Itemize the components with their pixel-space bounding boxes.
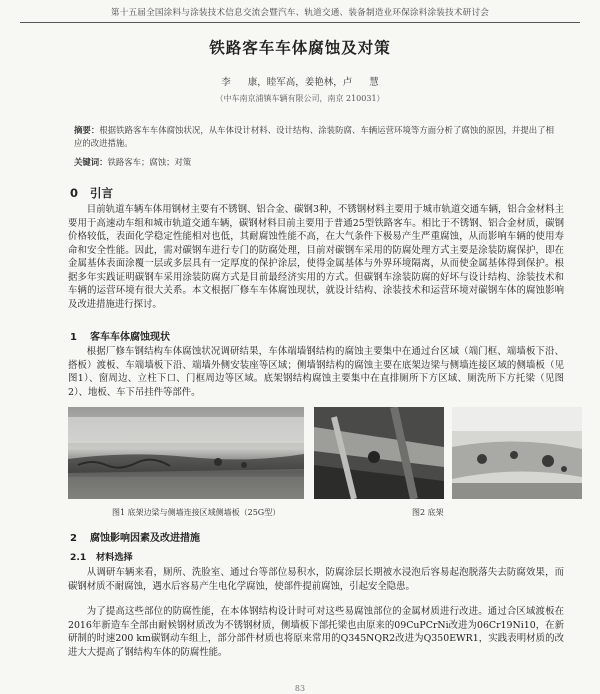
keywords-label: 关键词： [74,157,108,167]
author-list: 李 康，睦军高，姜艳林，卢 慧 [221,77,379,88]
figure-row [68,407,582,499]
section-number: 1 [70,332,77,343]
section-title: 腐蚀影响因素及改进措施 [90,533,200,544]
materials-paragraph-2: 为了提高这些部位的防腐性能，在本体钢结构设计时可对这些易腐蚀部位的金属材质进行改进。通过合区域渡板在2016年新造车全部由耐候钢材质改为不锈钢材质，侧墙板下部托梁也由原来的09CuPCrNi改进为06Cr19Ni10，在新研制的时速200 km碳钢动车组上，部分部件材质也将原来常用的Q345NQR2改进为Q350EWR1，实践表明材质的改进大大提高了钢结构车体的防腐性能。 [68,606,564,658]
underframe-corrosion-photo-2 [452,407,582,499]
keywords [74,156,554,168]
abstract-text: 根据铁路客车车体腐蚀状况，从车体设计材料、设计结构、涂装防腐、车辆运营环境等方面分析了腐蚀的原因，并提出了相应的改进措施。 [74,125,554,148]
section-heading-intro [70,185,113,201]
subsection-number: 2.1 [70,552,87,563]
figure-2-caption: 图2 底架 [412,508,444,517]
status-paragraph: 根据厂修车钢结构车体腐蚀状况调研结果，车体端墙钢结构的腐蚀主要集中在通过台区域（端门框、端墙板下沿、搭板）渡板、车端墙板下沿、端墙外侧安装座等区域；侧墙钢结构的腐蚀主要在底架边梁与侧墙连接区域的侧墙板（见图1）、窗周边、立柱下口、门框周边等区域。底架钢结构腐蚀主要集中在直排厕所下方区域、厕洗所下方托梁（见图2）、地板、车下吊挂件等部件。 [68,346,564,398]
affiliation: （中车南京浦镇车辆有限公司，南京 210031） [215,94,385,103]
section-heading-status [70,328,170,343]
subsection-title: 材料选择 [96,552,133,563]
running-head: 第十五届全国涂料与涂装技术信息交流会暨汽车、轨道交通、装备制造业环保涂料涂装技术研讨会 [110,8,490,18]
subsection-heading-materials [70,549,133,563]
section-number: 2 [70,533,77,544]
intro-paragraph: 目前轨道车辆车体用钢材主要有不锈钢、铝合金、碳钢3种，不锈钢材料主要用于城市轨道交通车辆，铝合金材料主要用于高速动车组和城市轨道交通车辆，碳钢材料目前主要用于普通25型铁路客车。相比于不锈钢、铝合金材质，碳钢价格较低，表面化学稳定性能相对也低，其耐腐蚀性能不高，在大气条件下极易产生严重腐蚀，从而影响车辆的使用寿命和安全性能。因此，需对碳钢车进行专门的防腐处理，目前对碳钢车采用的防腐处理方式主要是涂装防腐保护，即在金属基体表面涂覆一层或多层具有一定厚度的保护涂层，使得金属基体与外界环境隔离，从而使金属基体得到保护。根据多年实践证明碳钢车采用涂装防腐方式是目前最经济实用的方式。但碳钢车涂装防腐的好坏与设计结构、涂装技术和车辆的运营环境有很大关系。本文根据厂修车车体腐蚀现状，就设计结构、涂装技术和运营环境对碳钢车体的腐蚀影响及改进措施进行探讨。 [68,204,564,310]
underframe-corrosion-photo-1 [314,407,444,499]
page-number: 83 [294,684,306,693]
materials-paragraph-1: 从调研车辆来看，厕所、洗脸室、通过台等部位易积水，防腐涂层长期被水浸泡后容易起泡脱落失去防腐效果，而碳钢材质不耐腐蚀，遇水后容易产生电化学腐蚀，使部件提前腐蚀，引起安全隐患。 [68,567,564,592]
abstract-label: 摘要： [74,125,100,135]
section-title: 客车车体腐蚀现状 [90,332,170,343]
section-number: 0 [70,186,79,200]
paper-title: 铁路客车车体腐蚀及对策 [209,39,391,57]
figure-1-caption: 图1 底架边梁与侧墙连接区域侧墙板（25G型） [112,508,281,517]
keywords-text: 铁路客车；腐蚀；对策 [107,157,192,167]
section-title: 引言 [90,186,113,200]
abstract [74,124,554,150]
side-wall-corrosion-photo [68,407,304,499]
section-heading-causes [70,529,200,544]
header-rule [20,22,580,23]
